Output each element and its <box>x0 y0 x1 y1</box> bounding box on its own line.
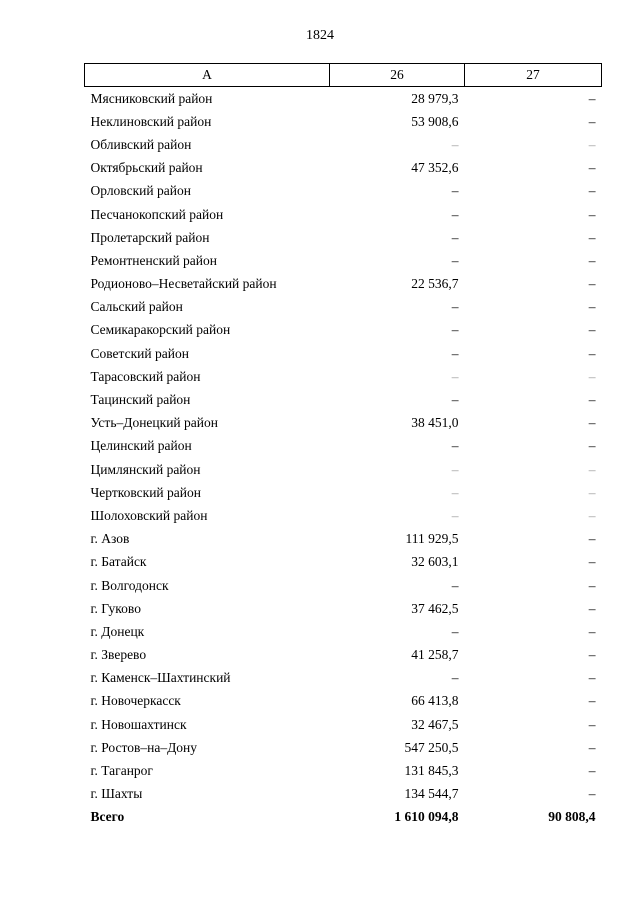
table-header-row <box>85 64 602 87</box>
table-row <box>85 273 602 296</box>
value-col-27: – <box>588 670 596 686</box>
row-name: г. Новочеркасск <box>90 693 181 709</box>
row-name: Ремонтненский район <box>90 252 217 268</box>
table-row <box>85 759 602 782</box>
value-col-26: – <box>451 136 459 152</box>
value-col-27: – <box>588 368 596 384</box>
table-row <box>85 180 602 203</box>
value-col-27: – <box>588 531 596 547</box>
table-row <box>85 365 602 388</box>
table-row <box>85 458 602 481</box>
total-row <box>85 806 602 829</box>
table-row <box>85 620 602 643</box>
value-col-27: – <box>588 763 596 779</box>
district-table <box>84 63 602 829</box>
value-col-27: – <box>588 716 596 732</box>
total-label: Всего <box>90 809 125 825</box>
table-row <box>85 667 602 690</box>
value-col-26: – <box>451 461 459 477</box>
value-col-27: – <box>588 160 596 176</box>
value-col-27: – <box>588 392 596 408</box>
table-row <box>85 133 602 156</box>
value-col-26: – <box>451 206 459 222</box>
value-col-26: – <box>451 345 459 361</box>
column-header-a: A <box>85 64 330 87</box>
value-col-27: – <box>588 647 596 663</box>
table-row <box>85 110 602 133</box>
value-col-27: – <box>588 438 596 454</box>
row-name: Октябрьский район <box>90 160 203 176</box>
value-col-26: – <box>451 229 459 245</box>
total-value-27: 90 808,4 <box>548 809 596 825</box>
value-col-27: – <box>588 461 596 477</box>
table-row <box>85 504 602 527</box>
value-col-27: – <box>588 229 596 245</box>
row-name: г. Ростов–на–Дону <box>90 739 198 755</box>
row-name: Пролетарский район <box>90 229 210 245</box>
table-row <box>85 342 602 365</box>
page-number: 1824 <box>306 28 334 43</box>
row-name: Обливский район <box>90 136 192 152</box>
row-name: Семикаракорский район <box>90 322 231 338</box>
total-value-26: 1 610 094,8 <box>394 809 459 825</box>
row-name: Цимлянский район <box>90 461 201 477</box>
value-col-26: – <box>451 577 459 593</box>
row-name: г. Донецк <box>90 623 145 639</box>
value-col-26: – <box>451 438 459 454</box>
table-row <box>85 597 602 620</box>
value-col-27: – <box>588 739 596 755</box>
value-col-26: 134 544,7 <box>404 786 459 802</box>
table-row <box>85 226 602 249</box>
row-name: г. Каменск–Шахтинский <box>90 670 231 686</box>
value-col-27: – <box>588 554 596 570</box>
table-row <box>85 713 602 736</box>
table-row <box>85 783 602 806</box>
value-col-27: – <box>588 577 596 593</box>
value-col-27: – <box>588 786 596 802</box>
table-row <box>85 528 602 551</box>
value-col-26: – <box>451 507 459 523</box>
row-name: Родионово–Несветайский район <box>90 276 277 292</box>
row-name: Целинский район <box>90 438 192 454</box>
value-col-27: – <box>588 322 596 338</box>
value-col-27: – <box>588 299 596 315</box>
row-name: Мясниковский район <box>90 90 213 106</box>
column-header-27: 27 <box>465 64 602 87</box>
row-name: г. Новошахтинск <box>90 716 187 732</box>
value-col-27: – <box>588 507 596 523</box>
table-row <box>85 203 602 226</box>
value-col-26: – <box>451 670 459 686</box>
table-row <box>85 87 602 111</box>
value-col-26: 38 451,0 <box>411 415 459 431</box>
table-row <box>85 157 602 180</box>
row-name: Тарасовский район <box>90 368 201 384</box>
table-row <box>85 690 602 713</box>
value-col-26: 111 929,5 <box>405 531 459 547</box>
row-name: г. Азов <box>90 531 130 547</box>
row-name: Усть–Донецкий район <box>90 415 218 431</box>
value-col-26: – <box>451 368 459 384</box>
value-col-26: – <box>451 183 459 199</box>
value-col-27: – <box>588 136 596 152</box>
value-col-27: – <box>588 90 596 106</box>
row-name: Неклиновский район <box>90 113 212 129</box>
value-col-26: 32 467,5 <box>411 716 459 732</box>
table-row <box>85 574 602 597</box>
row-name: г. Шахты <box>90 786 143 802</box>
row-name: г. Зверево <box>90 647 147 663</box>
value-col-26: 53 908,6 <box>411 113 459 129</box>
value-col-26: – <box>451 392 459 408</box>
value-col-26: – <box>451 252 459 268</box>
table-row <box>85 412 602 435</box>
value-col-26: 37 462,5 <box>411 600 459 616</box>
value-col-26: – <box>451 299 459 315</box>
row-name: Шолоховский район <box>90 507 208 523</box>
value-col-26: 66 413,8 <box>411 693 459 709</box>
value-col-26: 41 258,7 <box>411 647 459 663</box>
table-row <box>85 388 602 411</box>
value-col-26: 547 250,5 <box>404 739 459 755</box>
row-name: Советский район <box>90 345 189 361</box>
table-row <box>85 296 602 319</box>
table-body <box>85 87 602 830</box>
value-col-27: – <box>588 113 596 129</box>
row-name: г. Гуково <box>90 600 141 616</box>
value-col-26: – <box>451 623 459 639</box>
value-col-26: 47 352,6 <box>411 160 459 176</box>
table-row <box>85 736 602 759</box>
value-col-26: 28 979,3 <box>411 90 459 106</box>
value-col-27: – <box>588 252 596 268</box>
value-col-26: – <box>451 484 459 500</box>
value-col-26: 131 845,3 <box>404 763 459 779</box>
row-name: Песчанокопский район <box>90 206 224 222</box>
table-row <box>85 249 602 272</box>
table-row <box>85 551 602 574</box>
row-name: г. Волгодонск <box>90 577 169 593</box>
value-col-27: – <box>588 623 596 639</box>
row-name: г. Таганрог <box>90 763 153 779</box>
row-name: Чертковский район <box>90 484 201 500</box>
value-col-27: – <box>588 693 596 709</box>
value-col-26: 32 603,1 <box>411 554 459 570</box>
row-name: г. Батайск <box>90 554 147 570</box>
value-col-27: – <box>588 276 596 292</box>
value-col-27: – <box>588 345 596 361</box>
value-col-27: – <box>588 183 596 199</box>
table-row <box>85 481 602 504</box>
value-col-27: – <box>588 600 596 616</box>
row-name: Сальский район <box>90 299 183 315</box>
table-row <box>85 319 602 342</box>
value-col-26: – <box>451 322 459 338</box>
value-col-27: – <box>588 206 596 222</box>
value-col-27: – <box>588 484 596 500</box>
table-row <box>85 644 602 667</box>
value-col-27: – <box>588 415 596 431</box>
column-header-26: 26 <box>330 64 465 87</box>
row-name: Тацинский район <box>90 392 191 408</box>
table-row <box>85 435 602 458</box>
row-name: Орловский район <box>90 183 191 199</box>
value-col-26: 22 536,7 <box>411 276 459 292</box>
